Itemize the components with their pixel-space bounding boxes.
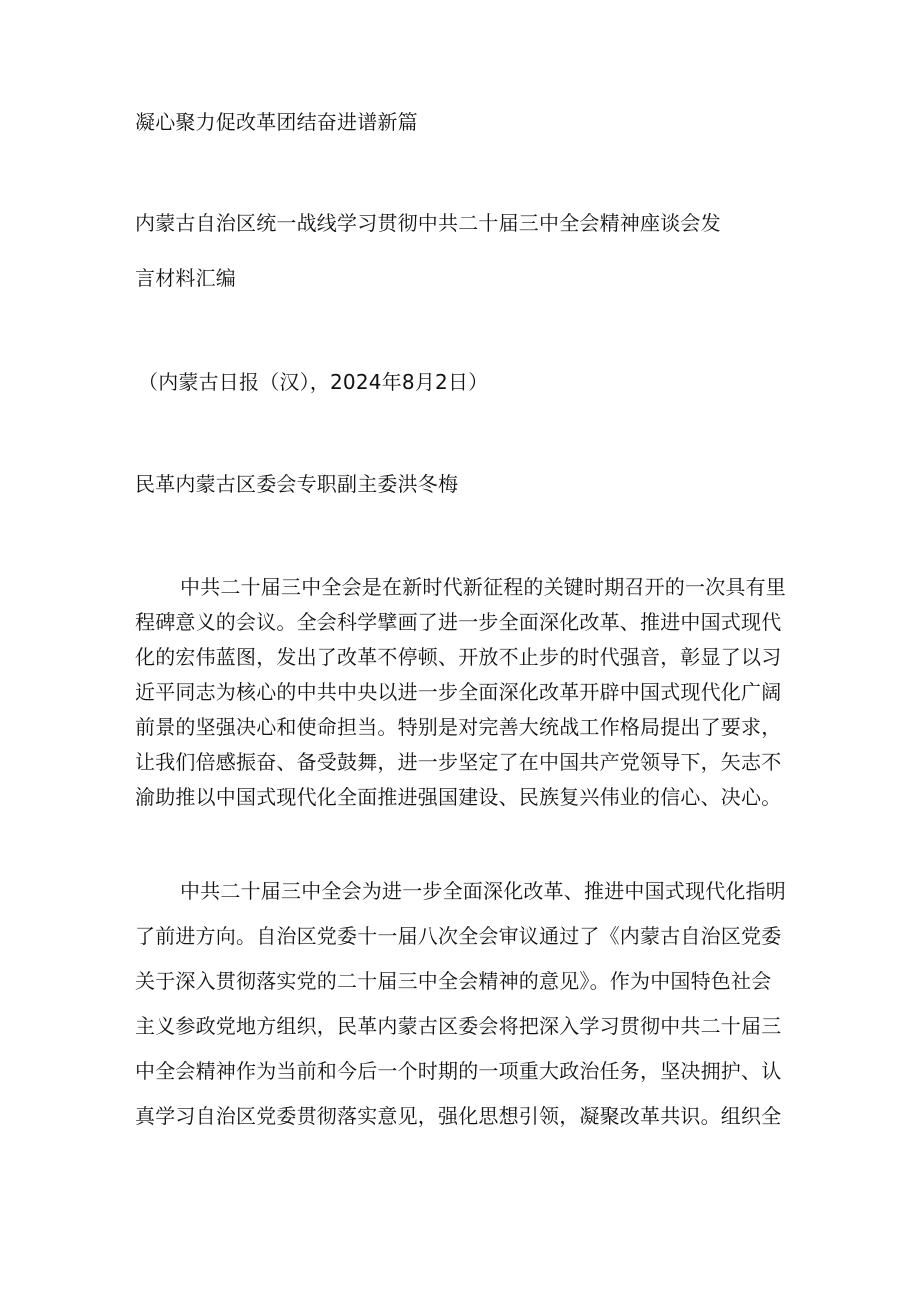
paragraph-2-line-2: 了前进方向。自治区党委十一届八次全会审议通过了《内蒙古自治区党委 (135, 924, 782, 948)
paragraph-1-line-6: 让我们倍感振奋、备受鼓舞，进一步坚定了在中国共产党领导下，矢志不 (135, 750, 782, 774)
paragraph-1-line-7: 渝助推以中国式现代化全面推进强国建设、民族复兴伟业的信心、决心。 (135, 785, 782, 809)
paragraph-1-line-5: 前景的坚强决心和使命担当。特别是对完善大统战工作格局提出了要求， (135, 715, 782, 739)
document-title: 凝心聚力促改革团结奋进谱新篇 (135, 110, 418, 134)
paragraph-1-line-3: 化的宏伟蓝图，发出了改革不停顿、开放不止步的时代强音，彰显了以习 (135, 645, 782, 669)
subtitle-line-1: 内蒙古自治区统一战线学习贯彻中共二十届三中全会精神座谈会发 (135, 211, 721, 235)
paragraph-2-line-1: 中共二十届三中全会为进一步全面深化改革、推进中国式现代化指明 (180, 879, 786, 903)
paragraph-2-line-5: 中全会精神作为当前和今后一个时期的一项重大政治任务，坚决拥护、认 (135, 1059, 782, 1083)
paragraph-2-line-3: 关于深入贯彻落实党的二十届三中全会精神的意见》。作为中国特色社会 (135, 969, 772, 993)
paragraph-1-line-1: 中共二十届三中全会是在新时代新征程的关键时期召开的一次具有里 (180, 575, 786, 599)
paragraph-1-line-4: 近平同志为核心的中共中央以进一步全面深化改革开辟中国式现代化广阔 (135, 680, 782, 704)
author-line: 民革内蒙古区委会专职副主委洪冬梅 (135, 472, 459, 496)
paragraph-1-line-2: 程碑意义的会议。全会科学擘画了进一步全面深化改革、推进中国式现代 (135, 610, 782, 634)
paragraph-2-line-4: 主义参政党地方组织，民革内蒙古区委会将把深入学习贯彻中共二十届三 (135, 1014, 782, 1038)
source-line: （内蒙古日报（汉），2024年8月2日） (138, 370, 489, 394)
paragraph-2-line-6: 真学习自治区党委贯彻落实意见，强化思想引领，凝聚改革共识。组织全 (135, 1104, 782, 1128)
subtitle-line-2: 言材料汇编 (135, 266, 236, 290)
